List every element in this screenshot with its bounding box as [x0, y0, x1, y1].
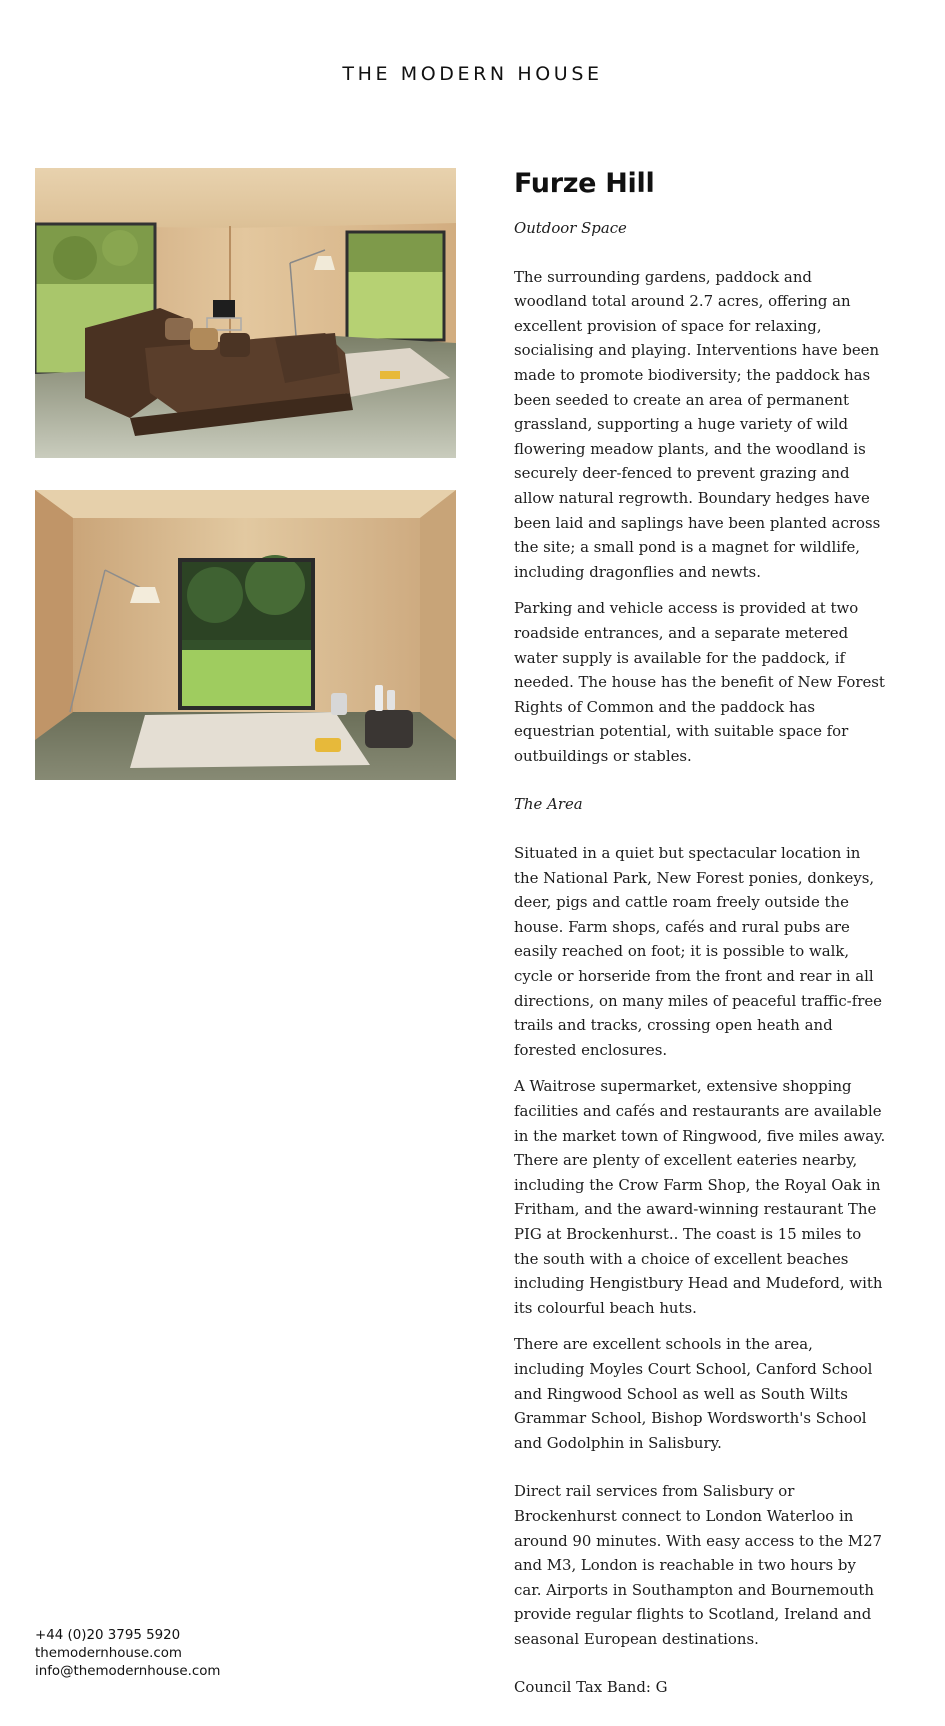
paragraph: A Waitrose supermarket, extensive shopping facilities and cafés and restaurants are available in the market town of Ringwood, five miles away. There are plenty of excellent eateries nearby, including the Crow Farm Shop, the Royal Oak in Fritham, and the award-winning restaurant The PIG at Brockenhurst.. The coast is 15 miles to the south with a choice of excellent beaches including Hengistbury Head and Mudeford, with its colourful beach huts.: [514, 1077, 886, 1317]
paragraph: The surrounding gardens, paddock and woodland total around 2.7 acres, offering an excellent provision of space for relaxing, socialising and playing. Interventions have been made to promote biodiversity; the paddock has been seeded to create an area of permanent grassland, supporting a huge variety of wild flowering meadow plants, and the woodland is securely deer-fenced to prevent grazing and allow natural regrowth. Boundary hedges have been laid and saplings have been planted across the site; a small pond is a magnet for wildlife, including dragonflies and newts.: [514, 267, 881, 581]
phone-link[interactable]: +44 (0)20 3795 5920: [35, 1628, 181, 1643]
section-heading-the-area: The Area: [514, 795, 583, 814]
section-heading-outdoor-space: Outdoor Space: [514, 219, 627, 237]
council-tax-band: Council Tax Band: G: [514, 1678, 668, 1697]
email-link[interactable]: info@themodernhouse.com: [35, 1664, 221, 1679]
paragraph: There are excellent schools in the area, including Moyles Court School, Canford School and Ringwood School as well as South Wilts Grammar School, Bishop Wordsworth's School and Godolphin in Salisbury.: [514, 1335, 873, 1452]
living-room-photo: [35, 168, 456, 458]
brand-logo[interactable]: THE MODERN HOUSE: [342, 63, 603, 85]
window-room-photo: [35, 490, 456, 780]
property-description: [514, 166, 886, 1712]
paragraph: Parking and vehicle access is provided at two roadside entrances, and a separate metered water supply is available for the paddock, if needed. The house has the benefit of New Forest Rights of Common and the paddock has equestrian potential, with suitable space for outbuildings or stables.: [514, 599, 885, 765]
website-link[interactable]: themodernhouse.com: [35, 1646, 182, 1661]
paragraph: Situated in a quiet but spectacular location in the National Park, New Forest ponies, donkeys, deer, pigs and cattle roam freely outside the house. Farm shops, cafés and rural pubs are easily reached on foot; it is possible to walk, cycle or horseride from the front and rear in all directions, on many miles of peaceful traffic-free trails and tracks, crossing open heath and forested enclosures.: [514, 844, 882, 1059]
contact-footer: [35, 1627, 220, 1681]
property-title: Furze Hill: [514, 168, 655, 199]
paragraph: Direct rail services from Salisbury or Brockenhurst connect to London Waterloo in around 90 minutes. With easy access to the M27 and M3, London is reachable in two hours by car. Airports in Southampton and Bournemouth provide regular flights to Scotland, Ireland and seasonal European destinations.: [514, 1482, 883, 1648]
